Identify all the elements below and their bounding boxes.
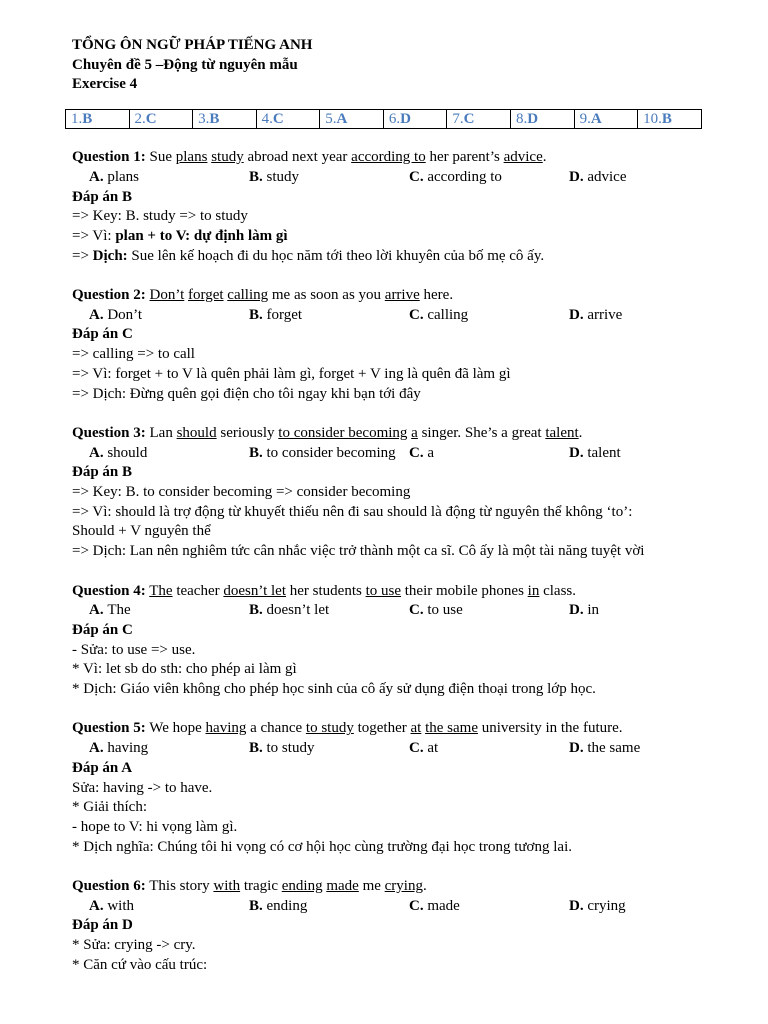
option-text: calling [427,306,469,323]
sentence-text: . [422,878,427,895]
option-text: plans [107,168,140,185]
option-letter: D. [569,740,584,757]
option-a [89,897,249,917]
answer-key-number: 2. [134,111,146,128]
option-a [89,444,249,464]
question-sentence [72,582,702,602]
explanation-line: => Key: B. study => to study [72,208,248,225]
answer-key-letter: C [272,111,284,128]
explanation-line: => Dịch: Đừng quên gọi điện cho tôi ngay khi bạn tới đây [72,385,421,402]
answer-key-number: 9. [579,111,591,128]
answer-line: Đáp án C [72,621,133,638]
underlined-option: forget [188,287,224,304]
option-a [89,306,249,326]
answer-line: Đáp án B [72,188,133,205]
question-block [72,148,702,266]
translation-label: Dịch: [92,247,128,264]
answer-key-cell [510,110,574,129]
question-sentence [72,424,702,444]
spacer [72,562,702,582]
option-letter: B. [249,444,263,461]
option-b [249,444,409,464]
sentence-text: her parent’s [425,149,504,166]
explanation-line: - Sửa: to use => use. [72,641,196,658]
underlined-option: talent [545,424,579,441]
question-sentence [72,286,702,306]
option-text: should [107,444,148,461]
explanation-line: => Key: B. to consider becoming => consider becoming [72,484,411,501]
question-block [72,424,702,562]
option-b [249,739,409,759]
option-c [409,601,569,621]
option-letter: C. [409,168,424,185]
option-d [569,739,640,759]
option-letter: A. [89,740,104,757]
answer-key-letter: C [145,111,157,128]
question-label: Question 6: [72,878,146,895]
spacer [72,404,702,424]
answer-line: Đáp án A [72,759,133,776]
option-d [569,444,621,464]
option-letter: C. [409,897,424,914]
option-letter: D. [569,168,584,185]
sentence-text: . [578,424,583,441]
option-text: The [107,602,131,619]
explanation-line [72,227,702,247]
spacer [72,266,702,286]
underlined-option: study [211,149,244,166]
answer-key-letter: B [209,111,220,128]
explanation-line: * Dịch: Giáo viên không cho phép học sinh của cô ấy sử dụng điện thoại trong lớp học. [72,681,596,698]
option-letter: C. [409,306,424,323]
option-letter: A. [89,168,104,185]
answer-key-number: 4. [261,111,273,128]
option-b [249,168,409,188]
explanation-line: Sửa: having -> to have. [72,779,213,796]
underlined-option: with [213,878,241,895]
answer-key-number: 5. [325,111,337,128]
option-text: with [107,897,135,914]
option-c [409,897,569,917]
option-letter: B. [249,897,263,914]
question-label: Question 5: [72,720,146,737]
answer-key-cell [256,110,320,129]
question-sentence [72,719,702,739]
answer-key-letter: D [400,111,411,128]
answer-key-table [65,109,702,129]
option-letter: D. [569,602,584,619]
question-label: Question 2: [72,287,146,304]
explanation-line: => calling => to call [72,346,195,363]
translation-text: Sue lên kế hoạch đi du học năm tới theo lời khuyên của bố mẹ cô ấy. [127,247,545,264]
underlined-option: ending [281,878,323,895]
sentence-text: their mobile phones [401,582,528,599]
option-text: forget [266,306,303,323]
explanation-text: => [72,247,93,264]
option-letter: D. [569,444,584,461]
options-row [72,168,702,188]
explanation-text: => Vì: [72,227,116,244]
answer-key-letter: A [590,111,602,128]
underlined-option: to consider becoming [278,424,408,441]
options-row [72,601,702,621]
answer-key-letter: C [463,111,475,128]
options-row [72,739,702,759]
answer-key-cell [66,110,130,129]
option-letter: B. [249,168,263,185]
explanation-line: * Giải thích: [72,799,147,816]
answer-line: Đáp án C [72,326,133,343]
spacer [72,857,702,877]
sentence-text: tragic [240,878,282,895]
answer-key-cell [129,110,193,129]
underlined-option: a [411,424,418,441]
sentence-text: seriously [216,424,279,441]
option-text: the same [587,740,641,757]
sentence-text: Sue [149,149,176,166]
explanation-line: => Vì: should là trợ động từ khuyết thiếu nên đi sau should là động từ nguyên thể không ‘to’: [72,503,633,520]
underlined-option: calling [227,287,269,304]
option-text: doesn’t let [266,602,330,619]
underlined-option: having [205,720,247,737]
explanation-line: => Dịch: Lan nên nghiêm tức cân nhắc việc trở thành một ca sĩ. Cô ấy là một tài năng tuyệt vời [72,543,645,560]
option-text: Don’t [107,306,143,323]
option-letter: C. [409,602,424,619]
sentence-text: We hope [149,720,206,737]
sentence-text: university in the future. [477,720,623,737]
explanation-line: * Dịch nghĩa: Chúng tôi hi vọng có cơ hội học cùng trường đại học trong tương lai. [72,838,572,855]
option-letter: A. [89,602,104,619]
option-text: arrive [587,306,623,323]
underlined-option: to use [365,582,402,599]
question-block [72,877,702,976]
option-text: crying [587,897,626,914]
sentence-text: a chance [246,720,306,737]
option-letter: A. [89,444,104,461]
option-letter: C. [409,740,424,757]
question-block [72,719,702,857]
spacer [72,700,702,720]
explanation-line: => Vì: forget + to V là quên phải làm gì, forget + V ing là quên đã làm gì [72,365,511,382]
option-text: to consider becoming [266,444,396,461]
explanation-line: * Sửa: crying -> cry. [72,937,196,954]
sentence-text: teacher [172,582,224,599]
question-block [72,286,702,404]
answer-key-cell [193,110,257,129]
answer-key-number: 10. [643,111,662,128]
option-letter: B. [249,740,263,757]
answer-line: Đáp án B [72,464,133,481]
option-d [569,168,626,188]
question-block [72,582,702,700]
doc-title: TỔNG ÔN NGỮ PHÁP TIẾNG ANH [72,37,313,53]
question-label: Question 1: [72,149,146,166]
option-c [409,168,569,188]
answer-key-cell [447,110,511,129]
sentence-text: abroad next year [243,149,352,166]
underlined-option: plans [175,149,208,166]
sentence-text: me as soon as you [268,287,385,304]
sentence-text: This story [149,878,214,895]
option-b [249,306,409,326]
option-letter: B. [249,602,263,619]
answer-key-cell [638,110,702,129]
underlined-option: the same [425,720,478,737]
document-page [72,36,702,976]
explanation-line: Should + V nguyên thể [72,523,211,540]
explanation-line: * Vì: let sb do sth: cho phép ai làm gì [72,661,297,678]
option-c [409,444,569,464]
options-row [72,897,702,917]
option-text: advice [587,168,627,185]
sentence-text: me [358,878,385,895]
underlined-option: Don’t [149,287,185,304]
explanation-line: - hope to V: hi vọng làm gì. [72,818,238,835]
sentence-text: . [542,149,547,166]
option-d [569,306,622,326]
option-b [249,601,409,621]
option-text: study [266,168,300,185]
option-letter: C. [409,444,424,461]
underlined-option: should [176,424,217,441]
answer-key-number: 1. [71,111,83,128]
option-b [249,897,409,917]
underlined-option: to study [305,720,354,737]
sentence-text: here. [419,287,454,304]
sentence-text: together [353,720,411,737]
answer-key-cell [383,110,447,129]
option-text: having [107,740,149,757]
answer-line: Đáp án D [72,917,133,934]
option-d [569,897,626,917]
option-c [409,306,569,326]
underlined-option: crying [384,878,423,895]
underlined-option: arrive [384,287,420,304]
option-text: to use [427,602,463,619]
option-a [89,739,249,759]
answer-key-letter: B [82,111,93,128]
question-sentence [72,148,702,168]
answer-key-number: 8. [515,111,528,128]
question-label: Question 3: [72,424,146,441]
underlined-option: according to [351,149,426,166]
underlined-option: The [149,582,173,599]
answer-key-number: 3. [198,111,210,128]
option-text: talent [587,444,621,461]
options-row [72,306,702,326]
doc-exercise: Exercise 4 [72,76,138,93]
sentence-text: singer. She’s a great [417,424,546,441]
answer-key-cell [574,110,638,129]
sentence-text: Lan [149,424,177,441]
explanation-line: * Căn cứ vào cấu trúc: [72,956,208,973]
option-letter: B. [249,306,263,323]
option-a [89,168,249,188]
underlined-option: at [410,720,422,737]
sentence-text: her students [286,582,366,599]
options-row [72,444,702,464]
option-a [89,601,249,621]
option-letter: A. [89,897,104,914]
answer-key-cell [320,110,384,129]
answer-key-letter: B [661,111,672,128]
underlined-option: in [527,582,540,599]
option-text: to study [266,740,315,757]
option-d [569,601,599,621]
option-text: made [427,897,460,914]
option-letter: A. [89,306,104,323]
option-text: in [587,602,600,619]
answer-key-letter: A [336,111,348,128]
question-label: Question 4: [72,582,146,599]
option-letter: D. [569,306,584,323]
answer-key-number: 7. [452,111,464,128]
option-text: ending [266,897,308,914]
sentence-text: class. [539,582,577,599]
grammar-rule: plan + to V: dự định làm gì [115,227,288,244]
question-sentence [72,877,702,897]
underlined-option: doesn’t let [223,582,287,599]
option-text: according to [427,168,502,185]
option-letter: D. [569,897,584,914]
translation-line [72,247,702,267]
answer-key-number: 6. [388,111,401,128]
underlined-option: made [326,878,359,895]
option-text: a [427,444,435,461]
option-text: at [427,740,439,757]
underlined-option: advice [503,149,543,166]
answer-key-letter: D [527,111,539,128]
doc-topic: Chuyên đề 5 –Động từ nguyên mẫu [72,56,298,73]
option-c [409,739,569,759]
